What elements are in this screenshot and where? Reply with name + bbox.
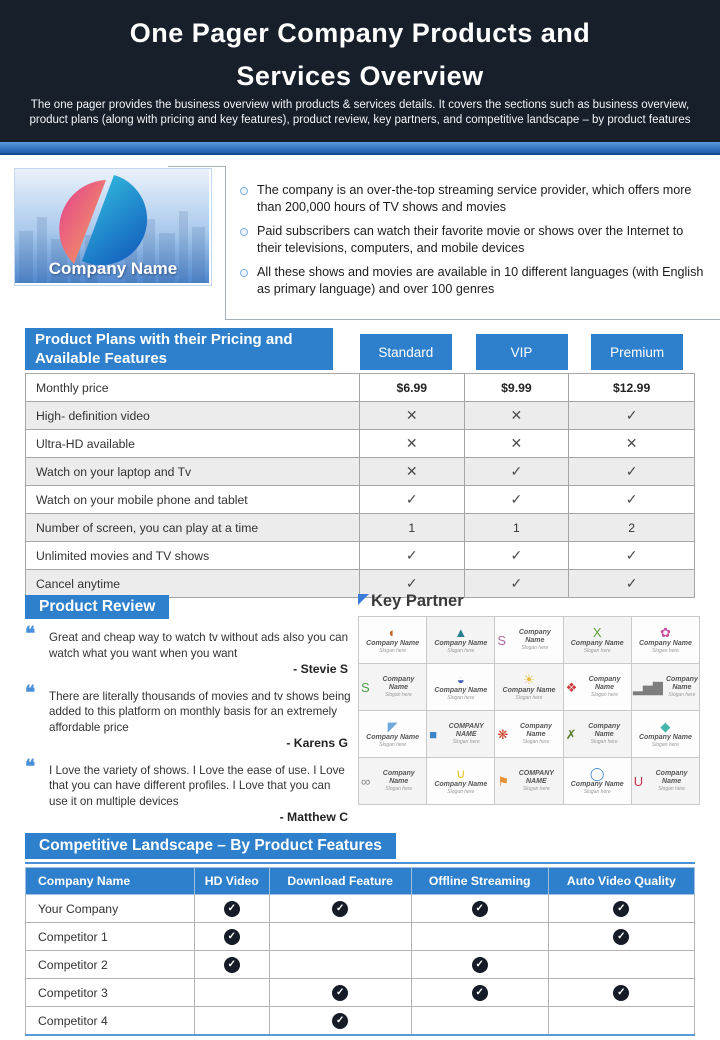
partner-logo-icon: ❋ — [497, 726, 509, 742]
partner-text — [571, 640, 624, 654]
partner-slogan: Slogan here — [583, 648, 611, 654]
plan-column-header-vip: VIP — [476, 334, 568, 370]
landscape-row — [26, 979, 695, 1007]
check-mark-icon: ✓ — [360, 570, 465, 598]
page-title — [0, 0, 720, 98]
page-subtitle — [0, 98, 720, 128]
partner-logo-icon: ✿ — [659, 625, 671, 640]
company-bullet-item — [240, 182, 710, 216]
plan-column-slot — [464, 334, 580, 370]
partner-logo-cell — [564, 664, 631, 710]
partner-logo-cell — [495, 617, 562, 663]
partner-logo-cell — [495, 664, 562, 710]
check-badge-icon: ✓ — [224, 901, 240, 917]
plan-value: 2 — [569, 514, 695, 542]
landscape-check-cell — [195, 895, 270, 923]
partner-logo-icon: ∞ — [361, 773, 371, 789]
landscape-col-header: Download Feature — [269, 868, 411, 895]
landscape-check-cell — [269, 895, 411, 923]
landscape-table — [25, 867, 695, 1036]
bullet-marker-icon — [240, 269, 248, 277]
partner-text — [571, 781, 624, 795]
partner-slogan: Slogan here — [522, 739, 550, 745]
landscape-company-name: Competitor 2 — [26, 951, 195, 979]
partner-slogan: Slogan here — [447, 695, 475, 701]
product-review-title: Product Review — [25, 595, 169, 619]
plans-table — [25, 373, 695, 598]
partner-slogan: Slogan here — [658, 786, 686, 792]
quote-icon: ❝ — [25, 624, 36, 645]
partner-logo-icon: S — [497, 632, 507, 648]
review-text: I Love the variety of shows. I Love the ease of use. I Love that you can have different profiles. I Love that you can use it on multiple devices — [49, 763, 345, 808]
partner-slogan: Slogan here — [452, 739, 480, 745]
bullet-marker-icon — [240, 228, 248, 236]
check-mark-icon: ✓ — [569, 542, 695, 570]
partner-logo-cell — [427, 664, 494, 710]
plans-row — [26, 430, 695, 458]
partner-text — [440, 723, 492, 745]
plans-row — [26, 402, 695, 430]
partner-text — [512, 770, 561, 792]
company-name-label: Company Name — [48, 259, 178, 278]
review-list — [25, 624, 352, 826]
partner-company-name: Company Name — [502, 687, 556, 694]
competitive-landscape-title: Competitive Landscape – By Product Features — [25, 833, 396, 859]
plan-feature-label: Ultra-HD available — [26, 430, 360, 458]
partner-slogan: Slogan here — [651, 742, 679, 748]
landscape-check-cell — [411, 895, 548, 923]
partner-text — [580, 676, 629, 698]
landscape-check-cell — [548, 923, 694, 951]
partner-slogan: Slogan here — [668, 692, 696, 698]
landscape-empty-cell — [195, 979, 270, 1007]
partner-text — [434, 640, 487, 654]
landscape-header-row — [26, 868, 695, 895]
product-review-section — [25, 595, 352, 826]
partner-logo-icon: ❖ — [565, 679, 578, 695]
partner-logo-icon: ◯ — [589, 766, 605, 781]
partner-text — [646, 770, 697, 792]
page-subtitle-line1: The one pager provides the business overview with products & services details. It covers the sections such as business overview, — [30, 99, 690, 111]
check-badge-icon: ✓ — [613, 901, 629, 917]
check-badge-icon: ✓ — [613, 985, 629, 1001]
landscape-row — [26, 895, 695, 923]
plans-row — [26, 486, 695, 514]
partner-slogan: Slogan here — [447, 789, 475, 795]
plan-feature-label: Unlimited movies and TV shows — [26, 542, 360, 570]
plans-header-row — [25, 328, 695, 370]
company-bullet-text: Paid subscribers can watch their favorite movie or shows over the Internet to their televisions, computers, and mobile devices — [257, 224, 684, 255]
partner-company-name: Company Name — [588, 723, 621, 738]
partner-logo-icon: ◤ — [387, 719, 398, 734]
check-mark-icon: ✓ — [360, 486, 465, 514]
partner-slogan: Slogan here — [591, 692, 618, 698]
partner-text — [639, 734, 692, 748]
partner-text — [434, 687, 487, 701]
check-mark-icon: ✓ — [569, 402, 695, 430]
check-badge-icon: ✓ — [332, 1013, 348, 1029]
plan-feature-label: Cancel anytime — [26, 570, 360, 598]
landscape-row — [26, 1007, 695, 1036]
partner-logo-cell — [632, 758, 699, 804]
landscape-check-cell — [269, 979, 411, 1007]
partner-slogan: Slogan here — [447, 648, 475, 654]
check-badge-icon: ✓ — [472, 957, 488, 973]
check-mark-icon: ✓ — [569, 486, 695, 514]
partner-logo-cell — [359, 758, 426, 804]
plan-value: $6.99 — [360, 374, 465, 402]
partner-logo-icon: ▂▅▇ — [632, 679, 663, 695]
landscape-check-cell — [195, 951, 270, 979]
partner-text — [666, 676, 698, 698]
competitive-landscape-section — [25, 833, 695, 1036]
quote-icon: ❝ — [25, 756, 36, 778]
check-mark-icon: ✓ — [569, 570, 695, 598]
partner-logo-cell — [359, 711, 426, 757]
check-badge-icon: ✓ — [332, 901, 348, 917]
check-badge-icon: ✓ — [332, 985, 348, 1001]
partner-logo-icon: ▲ — [454, 625, 468, 640]
partner-logo-icon: X — [592, 625, 602, 640]
partner-slogan: Slogan here — [515, 695, 543, 701]
plan-feature-label: High- definition video — [26, 402, 360, 430]
plan-column-header-standard: Standard — [360, 334, 452, 370]
landscape-empty-cell — [548, 951, 694, 979]
partner-logo-cell — [564, 758, 631, 804]
landscape-col-header: Company Name — [26, 868, 195, 895]
plan-value: $9.99 — [464, 374, 569, 402]
partner-company-name: Company Name — [519, 723, 552, 738]
landscape-divider-line — [25, 862, 695, 864]
landscape-empty-cell — [548, 1007, 694, 1036]
landscape-row — [26, 923, 695, 951]
plan-column-slot — [348, 334, 464, 370]
partner-logo-cell — [495, 711, 562, 757]
partner-logo-icon: ✗ — [565, 726, 577, 742]
quote-icon: ❝ — [25, 682, 36, 704]
key-partner-title: Key Partner — [371, 592, 464, 610]
landscape-empty-cell — [269, 923, 411, 951]
partner-logo-icon: ■ — [429, 726, 438, 742]
partner-text — [366, 640, 419, 654]
cross-mark-icon: ✕ — [569, 430, 695, 458]
cross-mark-icon: ✕ — [464, 402, 569, 430]
partner-text — [580, 723, 629, 745]
partner-logo-cell — [427, 617, 494, 663]
cross-mark-icon: ✕ — [360, 458, 465, 486]
partner-logo-cell — [564, 711, 631, 757]
plan-column-slot — [579, 334, 695, 370]
partner-logo-icon: ∪ — [456, 766, 466, 781]
page-header — [0, 0, 720, 142]
landscape-empty-cell — [269, 951, 411, 979]
landscape-col-header: Auto Video Quality — [548, 868, 694, 895]
partner-company-name: Company Name — [382, 676, 415, 691]
plan-column-header-premium: Premium — [591, 334, 683, 370]
plan-value: 1 — [464, 514, 569, 542]
landscape-company-name: Competitor 4 — [26, 1007, 195, 1036]
triangle-marker-icon — [358, 594, 369, 605]
partner-logo-cell — [564, 617, 631, 663]
bullet-marker-icon — [240, 187, 248, 195]
header-divider-bar — [0, 142, 720, 155]
check-badge-icon: ✓ — [224, 957, 240, 973]
review-text: Great and cheap way to watch tv without ads also you can watch what you want when you want — [49, 631, 349, 660]
check-mark-icon: ✓ — [464, 486, 569, 514]
landscape-empty-cell — [195, 1007, 270, 1036]
partner-company-name: Company Name — [518, 629, 551, 644]
plans-row — [26, 374, 695, 402]
partner-text — [509, 629, 561, 651]
cross-mark-icon: ✕ — [360, 430, 465, 458]
partner-logo-icon: ☀ — [523, 672, 535, 687]
company-bullet-item — [240, 264, 710, 298]
landscape-check-cell — [269, 1007, 411, 1036]
review-author: - Karens G — [286, 736, 348, 750]
plan-value: $12.99 — [569, 374, 695, 402]
partner-logo-grid — [358, 616, 700, 805]
company-overview-bullets — [225, 166, 720, 320]
partner-company-name: Company Name — [655, 770, 688, 785]
partner-text — [511, 723, 560, 745]
landscape-check-cell — [411, 979, 548, 1007]
partner-company-name: Company Name — [434, 687, 488, 694]
landscape-col-header: Offline Streaming — [411, 868, 548, 895]
page-subtitle-line2: product plans (along with pricing and key features), product review, key partners, and competitive landscape – by product features — [29, 114, 691, 126]
company-logo-card — [14, 168, 212, 286]
partner-logo-icon: ◆ — [660, 719, 671, 734]
partner-logo-cell — [632, 711, 699, 757]
plan-feature-label: Watch on your laptop and Tv — [26, 458, 360, 486]
partner-text — [639, 640, 692, 654]
partner-logo-cell — [632, 617, 699, 663]
partner-logo-cell — [359, 617, 426, 663]
landscape-check-cell — [548, 895, 694, 923]
partner-company-name: Company Name — [434, 781, 488, 788]
company-bullet-text: All these shows and movies are available in 10 different languages (with English as primary language) and over 100 genres — [257, 265, 704, 296]
landscape-company-name: Your Company — [26, 895, 195, 923]
landscape-empty-cell — [411, 923, 548, 951]
partner-logo-icon: ◐ — [388, 625, 397, 640]
review-item — [25, 682, 352, 752]
partner-company-name: Company Name — [588, 676, 621, 691]
review-item — [25, 624, 352, 678]
page-title-line2: Services Overview — [236, 61, 484, 91]
partner-slogan: Slogan here — [379, 648, 407, 654]
partner-slogan: Slogan here — [521, 645, 549, 651]
page-title-line1: One Pager Company Products and — [129, 18, 591, 48]
partner-logo-icon: U — [633, 773, 644, 789]
partner-slogan: Slogan here — [379, 742, 407, 748]
partner-company-name: COMPANY NAME — [518, 770, 554, 785]
plans-row — [26, 542, 695, 570]
check-mark-icon: ✓ — [569, 458, 695, 486]
landscape-row — [26, 951, 695, 979]
landscape-check-cell — [548, 979, 694, 1007]
partner-slogan: Slogan here — [522, 786, 550, 792]
partner-text — [373, 770, 424, 792]
partner-company-name: Company Name — [382, 770, 415, 785]
check-badge-icon: ✓ — [613, 929, 629, 945]
review-text: There are literally thousands of movies and tv shows being added to this platform on monthly basis for an extremely affordable price — [49, 689, 351, 734]
review-author: - Stevie S — [293, 662, 348, 676]
company-bullet-item — [240, 223, 710, 257]
plans-table-body — [26, 374, 695, 598]
partner-company-name: Company Name — [638, 734, 692, 741]
partner-company-name: COMPANY NAME — [448, 723, 484, 738]
plans-row — [26, 458, 695, 486]
partner-company-name: Company Name — [638, 640, 692, 647]
partner-company-name: Company Name — [570, 640, 624, 647]
partner-company-name: Company Name — [434, 640, 488, 647]
product-plans-section — [25, 328, 695, 598]
partner-company-name: Company Name — [366, 640, 420, 647]
check-mark-icon: ✓ — [464, 570, 569, 598]
check-badge-icon: ✓ — [224, 929, 240, 945]
check-mark-icon: ✓ — [464, 458, 569, 486]
partner-logo-cell — [495, 758, 562, 804]
landscape-table-body — [26, 895, 695, 1036]
landscape-col-header: HD Video — [195, 868, 270, 895]
partner-logo-cell — [632, 664, 699, 710]
partner-text — [373, 676, 425, 698]
partner-slogan: Slogan here — [384, 692, 412, 698]
partner-logo-icon: S — [361, 679, 370, 695]
partner-logo-cell — [427, 711, 494, 757]
review-author: - Matthew C — [279, 810, 348, 824]
review-item — [25, 756, 352, 826]
partner-company-name: Company Name — [570, 781, 624, 788]
plan-value: 1 — [360, 514, 465, 542]
partner-text — [366, 734, 419, 748]
partner-logo-cell — [359, 664, 426, 710]
cross-mark-icon: ✕ — [464, 430, 569, 458]
partner-slogan: Slogan here — [583, 789, 611, 795]
cross-mark-icon: ✕ — [360, 402, 465, 430]
plan-feature-label: Monthly price — [26, 374, 360, 402]
plan-feature-label: Number of screen, you can play at a time — [26, 514, 360, 542]
partner-logo-icon: ◒ — [456, 672, 465, 687]
landscape-check-cell — [411, 951, 548, 979]
plan-feature-label: Watch on your mobile phone and tablet — [26, 486, 360, 514]
plans-section-title: Product Plans with their Pricing and Available Features — [25, 328, 333, 370]
partner-company-name: Company Name — [366, 734, 420, 741]
partner-company-name: Company Name — [665, 676, 698, 691]
company-bullet-text: The company is an over-the-top streaming service provider, which offers more than 200,000 hours of TV shows and movies — [257, 183, 692, 214]
partner-slogan: Slogan here — [385, 786, 413, 792]
key-partner-heading — [358, 592, 700, 611]
check-badge-icon: ✓ — [472, 901, 488, 917]
partner-logo-icon: ⚑ — [497, 773, 510, 789]
check-mark-icon: ✓ — [464, 542, 569, 570]
partner-logo-cell — [427, 758, 494, 804]
check-mark-icon: ✓ — [360, 542, 465, 570]
partner-text — [434, 781, 487, 795]
check-badge-icon: ✓ — [472, 985, 488, 1001]
key-partner-section — [358, 592, 700, 805]
landscape-company-name: Competitor 1 — [26, 923, 195, 951]
partner-slogan: Slogan here — [651, 648, 679, 654]
landscape-company-name: Competitor 3 — [26, 979, 195, 1007]
plans-row — [26, 514, 695, 542]
landscape-check-cell — [195, 923, 270, 951]
landscape-empty-cell — [411, 1007, 548, 1036]
partner-slogan: Slogan here — [590, 739, 618, 745]
partner-text — [503, 687, 556, 701]
